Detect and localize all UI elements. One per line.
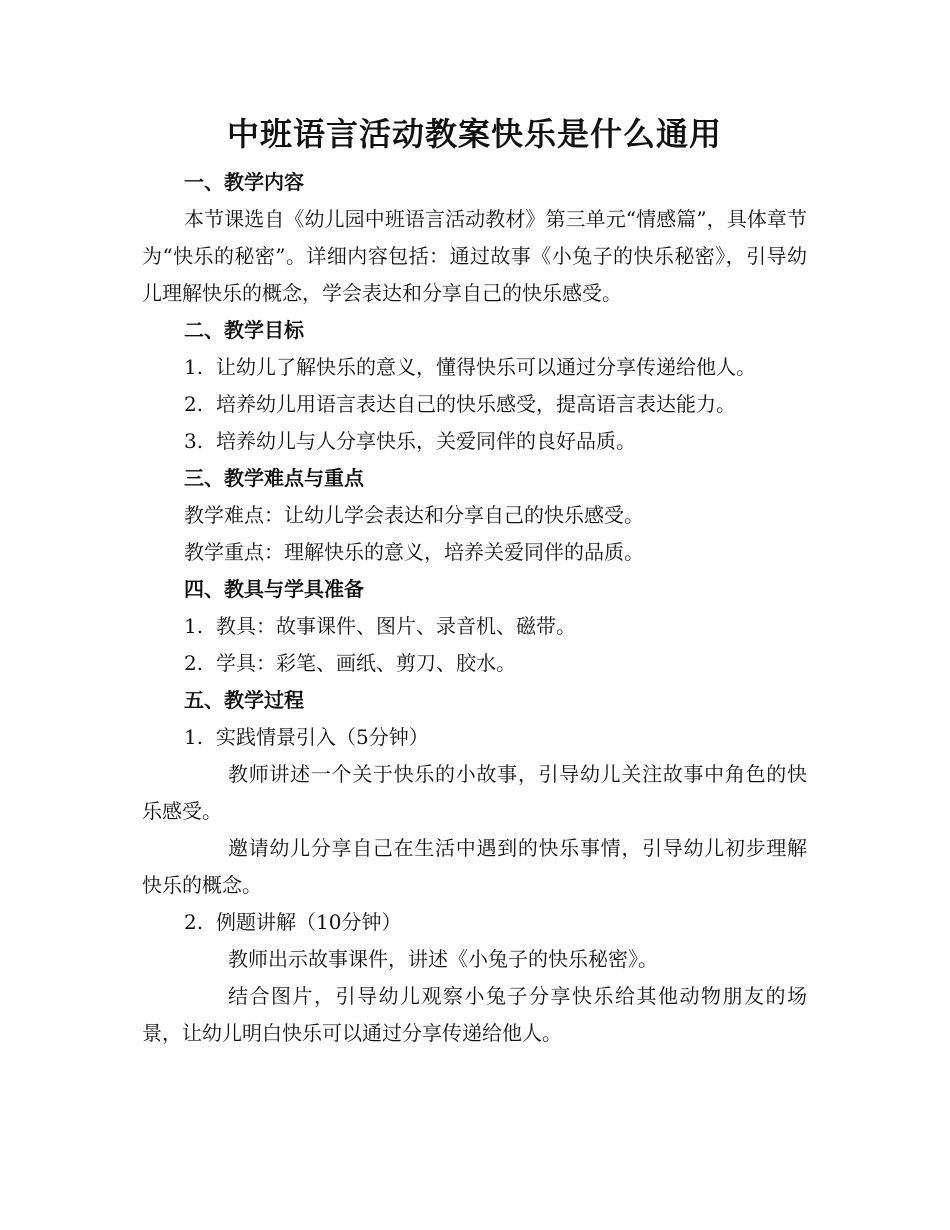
goal-number: 1. xyxy=(184,355,204,379)
key-point-text: 教学重点：理解快乐的意义，培养关爱同伴的品质。 xyxy=(184,540,644,564)
step-number: 2. xyxy=(184,910,204,934)
section-heading-content: 一、教学内容 xyxy=(184,170,304,194)
document-title: 中班语言活动教案快乐是什么通用 xyxy=(226,115,722,153)
goal-item-2 xyxy=(142,386,807,423)
section-heading-difficulty: 三、教学难点与重点 xyxy=(184,466,364,490)
goal-item-3 xyxy=(142,423,807,460)
material-item-2 xyxy=(142,645,807,682)
content-paragraph: 本节课选自《幼儿园中班语言活动教材》第三单元“情感篇”，具体章节为“快乐的秘密”。详细内容包括：通过故事《小兔子的快乐秘密》，引导幼儿理解快乐的概念，学会表达和分享自己的快乐感受。 xyxy=(142,207,807,305)
process-step-2 xyxy=(142,904,807,941)
material-text: 教具：故事课件、图片、录音机、磁带。 xyxy=(216,614,576,638)
document-page xyxy=(142,110,807,1052)
section-heading-materials: 四、教具与学具准备 xyxy=(184,577,364,601)
step-paragraph: 结合图片，引导幼儿观察小兔子分享快乐给其他动物朋友的场景，让幼儿明白快乐可以通过分享传递给他人。 xyxy=(142,984,807,1045)
goal-number: 2. xyxy=(184,392,204,416)
goal-text: 让幼儿了解快乐的意义，懂得快乐可以通过分享传递给他人。 xyxy=(216,355,756,379)
material-number: 1. xyxy=(184,614,204,638)
goal-item-1 xyxy=(142,349,807,386)
section-heading-process: 五、教学过程 xyxy=(184,688,304,712)
section-heading-goals: 二、教学目标 xyxy=(184,318,304,342)
material-number: 2. xyxy=(184,651,204,675)
step-paragraph: 邀请幼儿分享自己在生活中遇到的快乐事情，引导幼儿初步理解快乐的概念。 xyxy=(142,836,807,897)
step-title: 例题讲解（10分钟） xyxy=(216,910,402,934)
step-number: 1. xyxy=(184,725,204,749)
goal-text: 培养幼儿与人分享快乐，关爱同伴的良好品质。 xyxy=(216,429,636,453)
process-step-1 xyxy=(142,719,807,756)
difficulty-text: 教学难点：让幼儿学会表达和分享自己的快乐感受。 xyxy=(184,503,644,527)
goal-text: 培养幼儿用语言表达自己的快乐感受，提高语言表达能力。 xyxy=(216,392,736,416)
material-text: 学具：彩笔、画纸、剪刀、胶水。 xyxy=(216,651,516,675)
step-paragraph: 教师讲述一个关于快乐的小故事，引导幼儿关注故事中角色的快乐感受。 xyxy=(142,762,807,823)
step-paragraph: 教师出示故事课件，讲述《小兔子的快乐秘密》。 xyxy=(228,947,658,971)
step-title: 实践情景引入（5分钟） xyxy=(216,725,429,749)
goal-number: 3. xyxy=(184,429,204,453)
material-item-1 xyxy=(142,608,807,645)
